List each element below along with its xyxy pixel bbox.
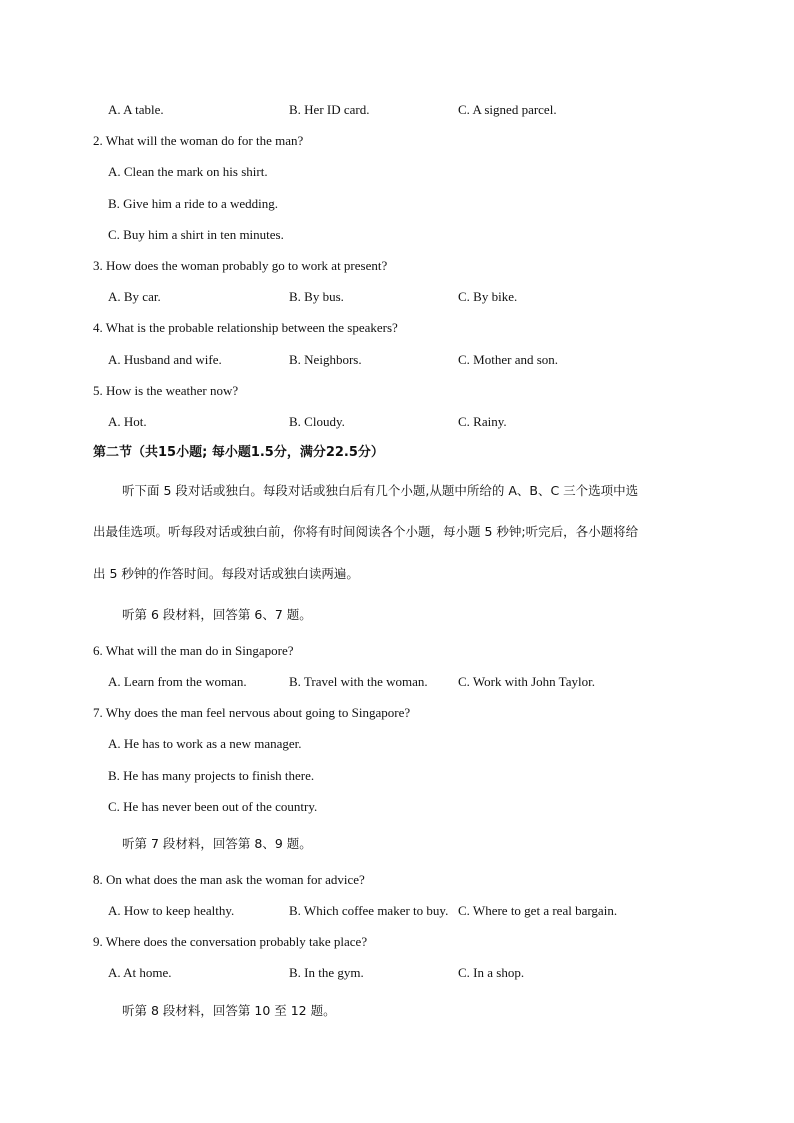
q7-option-b: B. He has many projects to finish there.	[108, 768, 315, 783]
q7-option-row-b	[0, 767, 794, 785]
q6-option-b: B. Travel with the woman.	[289, 674, 428, 689]
q6-block	[0, 642, 794, 660]
q2-option-row-a	[0, 163, 794, 181]
q7-option-c: C. He has never been out of the country.	[108, 799, 318, 814]
q3-option-a: A. By car.	[108, 289, 161, 304]
q5-options	[0, 413, 794, 431]
q4-option-c: C. Mother and son.	[458, 352, 559, 367]
instructions-line-1: 听下面 5 段对话或独白。每段对话或独白后有几个小题,从题中所给的 A、B、C 三个选项中选	[122, 483, 639, 498]
q1-option-b: B. Her ID card.	[289, 102, 370, 117]
q9-options	[0, 964, 794, 982]
q8-option-a: A. How to keep healthy.	[108, 903, 235, 918]
q5-option-b: B. Cloudy.	[289, 414, 345, 429]
material6-row	[0, 606, 794, 624]
q9-option-a: A. At home.	[108, 965, 172, 980]
q7-option-a: A. He has to work as a new manager.	[108, 736, 302, 751]
q6-option-c: C. Work with John Taylor.	[458, 674, 595, 689]
material8-row	[0, 1002, 794, 1020]
q7-option-row-a	[0, 735, 794, 753]
q5-option-c: C. Rainy.	[458, 414, 507, 429]
q4-option-b: B. Neighbors.	[289, 352, 362, 367]
q5-block	[0, 382, 794, 400]
q7-block	[0, 704, 794, 722]
q3-options	[0, 288, 794, 306]
q5-option-a: A. Hot.	[108, 414, 147, 429]
material7-label: 听第 7 段材料，回答第 8、9 题。	[122, 836, 312, 851]
section2-heading-row	[0, 444, 794, 462]
instructions-line-1-row	[0, 482, 794, 500]
section2-heading: 第二节（共15小题; 每小题1.5分，满分22.5分）	[93, 445, 384, 460]
q8-options	[0, 902, 794, 920]
q8-block	[0, 871, 794, 889]
q9-question: 9. Where does the conversation probably take place?	[93, 934, 368, 949]
q2-option-c: C. Buy him a shirt in ten minutes.	[108, 227, 284, 242]
q1-option-c: C. A signed parcel.	[458, 102, 557, 117]
q8-option-c: C. Where to get a real bargain.	[458, 903, 618, 918]
material6-label: 听第 6 段材料，回答第 6、7 题。	[122, 607, 312, 622]
q5-question: 5. How is the weather now?	[93, 383, 239, 398]
material8-label: 听第 8 段材料，回答第 10 至 12 题。	[122, 1003, 336, 1018]
q7-question: 7. Why does the man feel nervous about going to Singapore?	[93, 705, 411, 720]
material7-row	[0, 835, 794, 853]
q2-option-b: B. Give him a ride to a wedding.	[108, 196, 279, 211]
q3-option-c: C. By bike.	[458, 289, 518, 304]
q8-question: 8. On what does the man ask the woman for advice?	[93, 872, 365, 887]
q9-option-c: C. In a shop.	[458, 965, 525, 980]
q4-question: 4. What is the probable relationship between the speakers?	[93, 320, 398, 335]
q4-options	[0, 351, 794, 369]
q4-block	[0, 319, 794, 337]
q4-option-a: A. Husband and wife.	[108, 352, 222, 367]
q7-option-row-c	[0, 798, 794, 816]
q6-option-a: A. Learn from the woman.	[108, 674, 247, 689]
q2-option-row-c	[0, 226, 794, 244]
q2-option-row-b	[0, 195, 794, 213]
q9-block	[0, 933, 794, 951]
q2-question: 2. What will the woman do for the man?	[93, 133, 304, 148]
q8-option-b: B. Which coffee maker to buy.	[289, 903, 449, 918]
q9-option-b: B. In the gym.	[289, 965, 364, 980]
q1-options	[0, 101, 794, 119]
q3-question: 3. How does the woman probably go to work at present?	[93, 258, 388, 273]
q3-option-b: B. By bus.	[289, 289, 344, 304]
q1-option-a: A. A table.	[108, 102, 164, 117]
q2-block	[0, 132, 794, 150]
instructions-line-2-row	[0, 523, 794, 541]
instructions-line-2: 出最佳选项。听每段对话或独白前，你将有时间阅读各个小题，每小题 5 秒钟;听完后，各小题将给	[93, 524, 639, 539]
q2-option-a: A. Clean the mark on his shirt.	[108, 164, 268, 179]
q6-question: 6. What will the man do in Singapore?	[93, 643, 294, 658]
instructions-line-3-row	[0, 565, 794, 583]
q3-block	[0, 257, 794, 275]
instructions-line-3: 出 5 秒钟的作答时间。每段对话或独白读两遍。	[93, 566, 359, 581]
q6-options	[0, 673, 794, 691]
